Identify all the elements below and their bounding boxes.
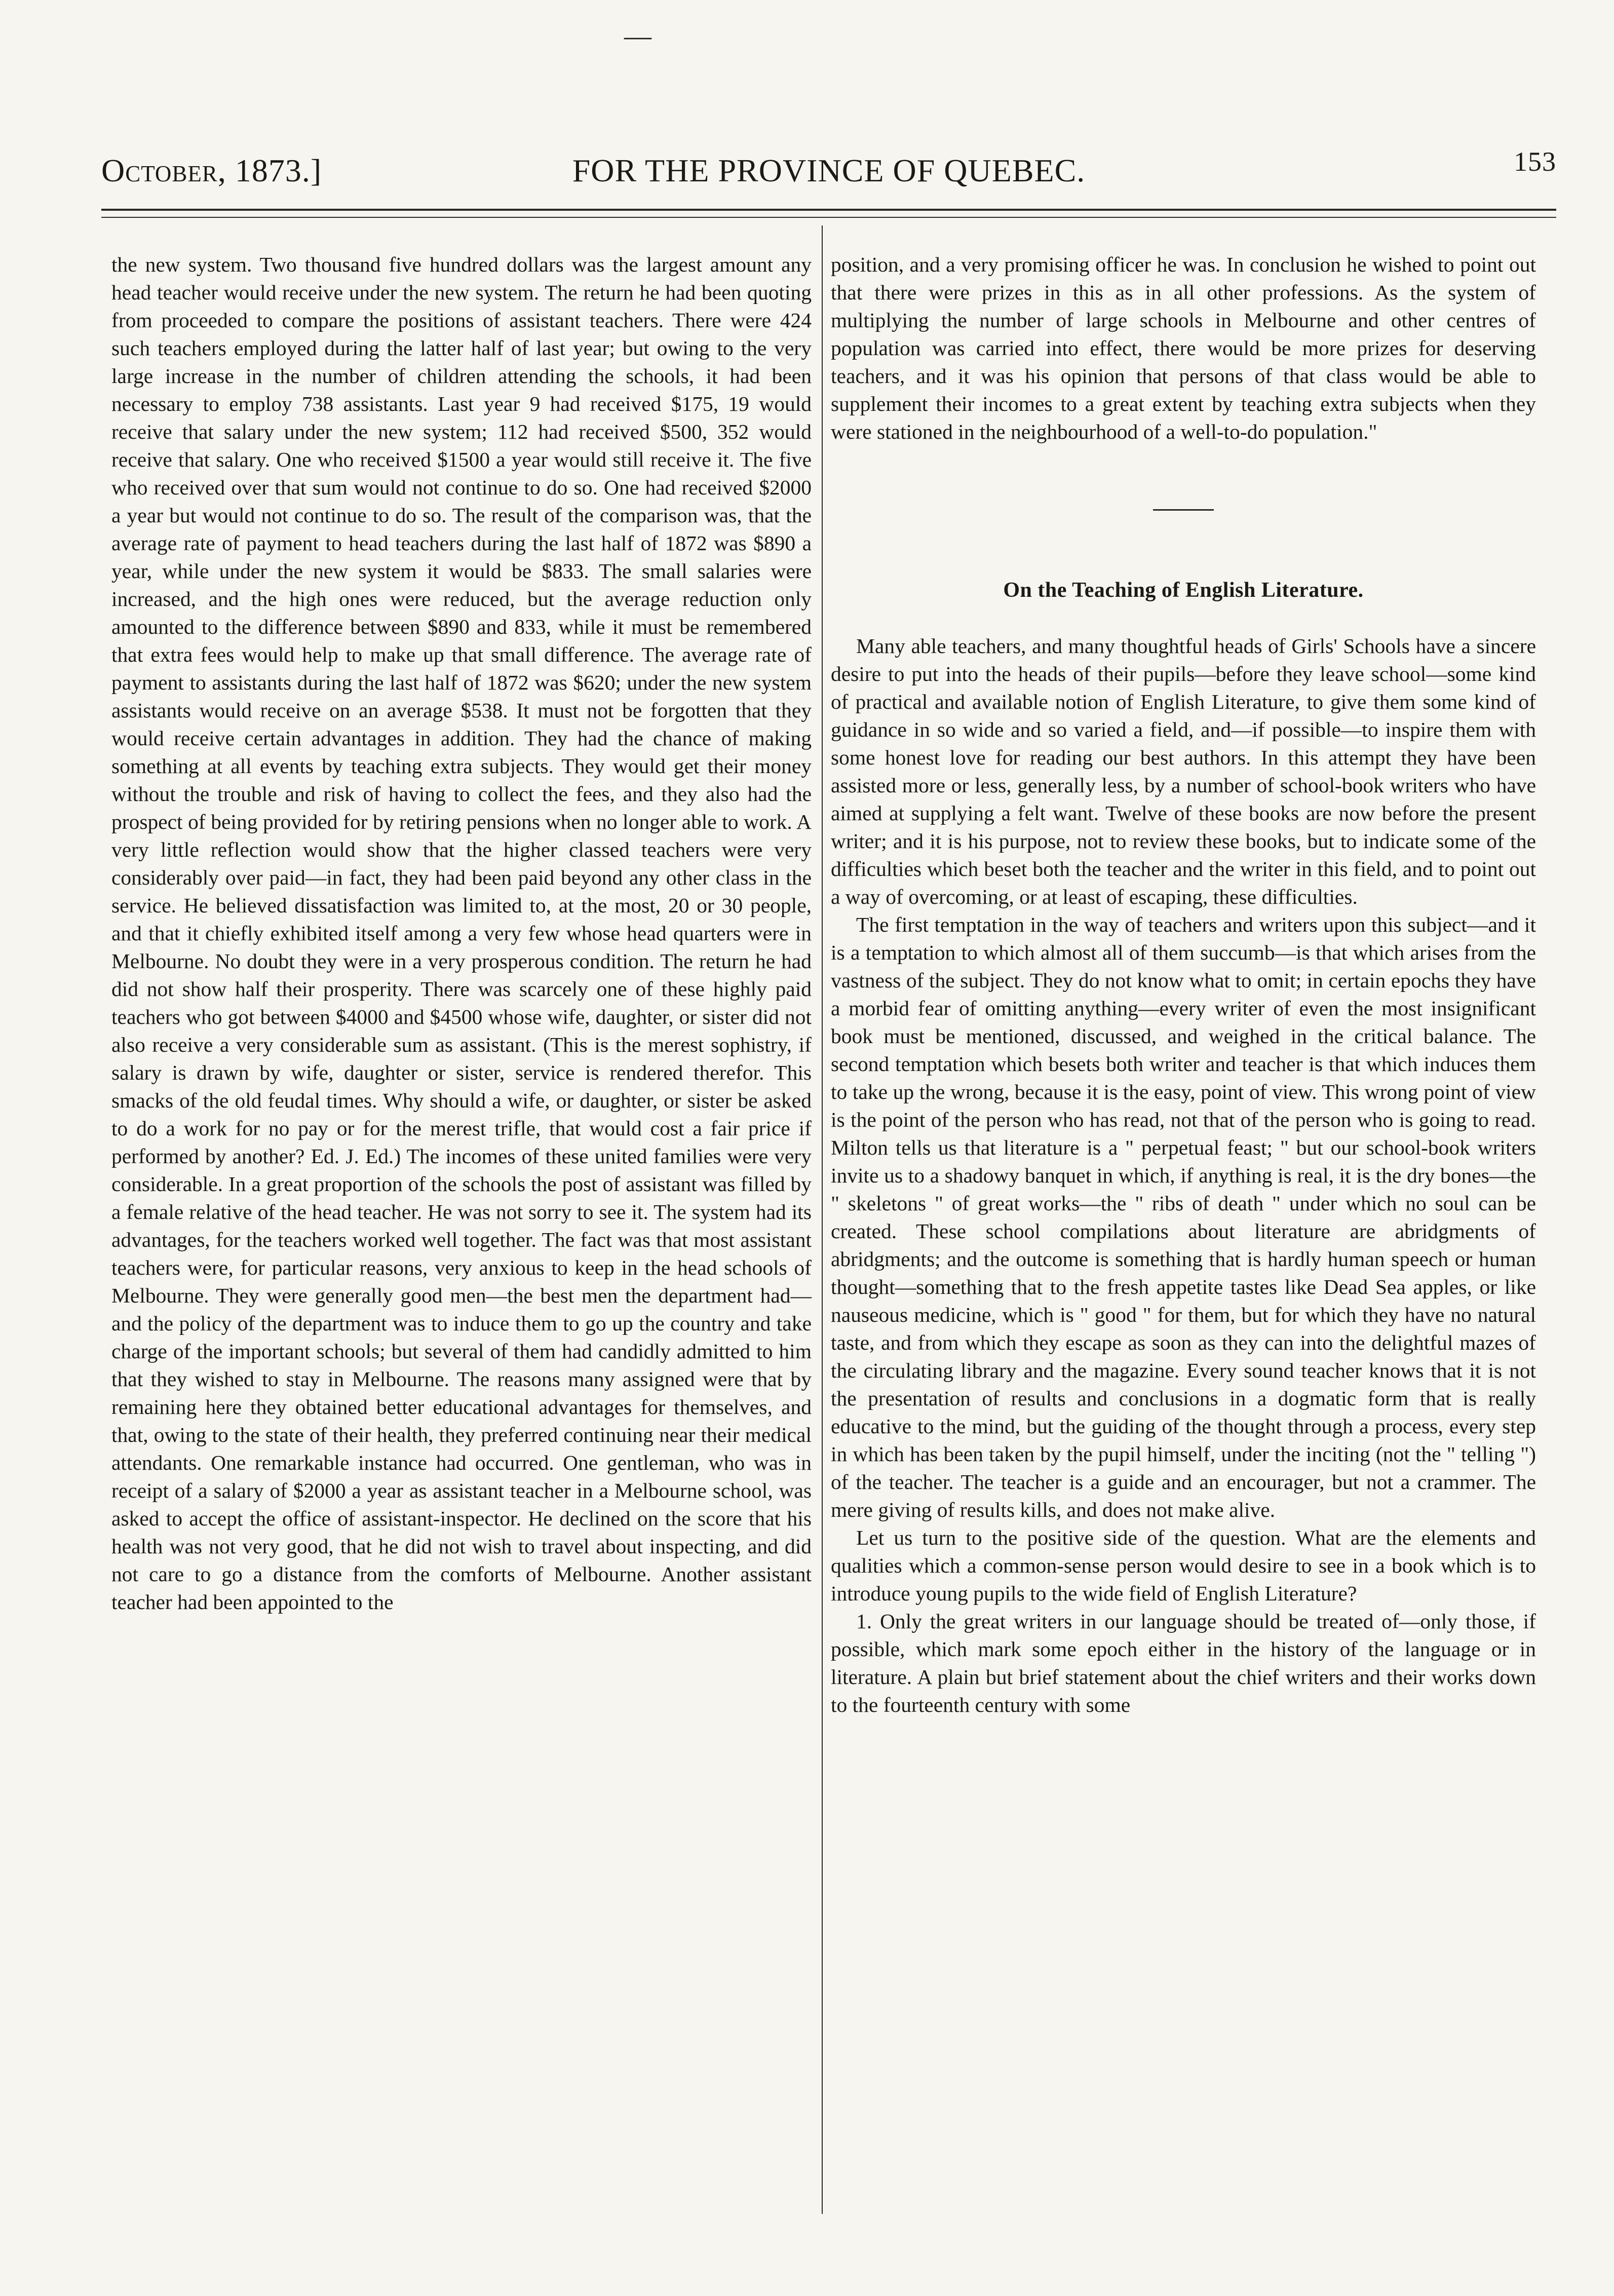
- left-paragraph-1: the new system. Two thousand five hundred dollars was the largest amount any head teacher would receive under the new system. The return he had been quoting from proceeded to compare the positions of assistant teachers. There were 424 such teachers employed during the latter half of last year; but owing to the very large increase in the number of children attending the schools, it had been necessary to employ 738 assistants. Last year 9 had received $175, 19 would receive that salary under the new system; 112 had received $500, 352 would receive that salary. One who received $1500 a year would still receive it. The five who received over that sum would not continue to do so. One had received $2000 a year but would not continue to do so. The result of the comparison was, that the average rate of payment to head teachers during the last half of 1872 was $890 a year, while under the new system it would be $833. The small salaries were increased, and the high ones were reduced, but the average reduction only amounted to the difference between $890 and 833, while it must be remembered that extra fees would help to make up that small difference. The average rate of payment to assistants during the last half of 1872 was $620; under the new system assistants would receive on an average $538. It must not be forgotten that they would receive certain advantages in addition. They had the chance of making something at all events by teaching extra subjects. They would get their money without the trouble and risk of having to collect the fees, and they also had the prospect of being provided for by retiring pensions when no longer able to work. A very little reflection would show that the higher classed teachers were very considerably over paid—in fact, they had been paid beyond any other class in the service. He believed dissatisfaction was limited to, at the most, 20 or 30 people, and that it chiefly exhibited itself among a very few whose head quarters were in Melbourne. No doubt they were in a very prosperous condition. The return he had did not show half their prosperity. There was scarcely one of these highly paid teachers who got between $4000 and $4500 whose wife, daughter, or sister did not also receive a very considerable sum as assistant. (This is the merest sophistry, if salary is drawn by wife, daughter or sister, service is rendered therefor. This smacks of the old feudal times. Why should a wife, or daughter, or sister be asked to do a work for no pay or for the merest trifle, that would cost a fair price if performed by another? Ed. J. Ed.) The incomes of these united families were very considerable. In a great proportion of the schools the post of assistant was filled by a female relative of the head teacher. He was not sorry to see it. The system had its advantages, for the teachers worked well together. The fact was that most assistant teachers were, for particular reasons, very anxious to keep in the head schools of Melbourne. They were generally good men—the best men the department had—and the policy of the department was to induce them to go up the country and take charge of the important schools; but several of them had candidly admitted to him that they wished to stay in Melbourne. The reasons many assigned were that by remaining here they obtained better educational advantages for themselves, and that, owing to the state of their health, they preferred continuing near their medical attendants. One remarkable instance had occurred. One gentleman, who was in receipt of a salary of $2000 a year as assistant teacher in a Melbourne school, was asked to accept the office of assistant-inspector. He declined on the score that his health was not very good, that he did not wish to travel about inspecting, and did not care to go a distance from the comforts of Melbourne. Another assistant teacher had been appointed to the: [111, 253, 812, 1614]
- article-paragraph-2: The first temptation in the way of teachers and writers upon this subject—and it is a temptation to which almost all of them succumb—is that which arises from the vastness of the subject. They do not know what to omit; in certain epochs they have a morbid fear of omitting anything—every writer of even the most insignificant book must be mentioned, discussed, and weighed in the critical balance. The second temptation which besets both writer and teacher is that which induces them to take up the wrong, because it is the easy, point of view. This wrong point of view is the point of the person who has read, not that of the person who is going to read. Milton tells us that literature is a " perpetual feast; " but our school-book writers invite us to a shadowy banquet in which, if anything is real, it is the dry bones—the " skeletons " of great works—the " ribs of death " under which no soul can be created. These school compilations about literature are abridgments of abridgments; and the outcome is something that is hardly human speech or human thought—something that to the fresh appetite tastes like Dead Sea apples, or like nauseous medicine, which is " good " for them, but for which they have no natural taste, and from which they escape as soon as they can into the delightful mazes of the circulating library and the magazine. Every sound teacher knows that it is not the presentation of results and conclusions in a dogmatic form that is really educative to the mind, but the guiding of the thought through a process, every step in which has been taken by the pupil himself, under the inciting (not the " telling ") of the teacher. The teacher is a guide and an encourager, but not a crammer. The mere giving of results kills, and does not make alive.: [831, 913, 1536, 1521]
- issue-date: October, 1873.]: [101, 152, 322, 188]
- running-head: [101, 146, 1556, 198]
- column-divider: [822, 225, 823, 2214]
- header-rule-thin: [101, 217, 1556, 218]
- article-separator: [1153, 509, 1214, 511]
- article-paragraph-1: Many able teachers, and many thoughtful heads of Girls' Schools have a sincere desire to put into the heads of their pupils—before they leave school—some kind of practical and available notion of English Literature, to give them some kind of guidance in so wide and so varied a field, and—if possible—to inspire them with some honest love for reading our best authors. In this attempt they have been assisted more or less, generally less, by a number of school-book writers who have aimed at supplying a felt want. Twelve of these books are now before the present writer; and it is his purpose, not to review these books, but to indicate some of the difficulties which beset both the teacher and the writer in this field, and to point out a way of overcoming, or at least of escaping, these difficulties.: [831, 634, 1536, 908]
- article-paragraph-4: 1. Only the great writers in our language should be treated of—only those, if possible, which mark some epoch either in the history of the language or in literature. A plain but brief statement about the chief writers and their works down to the fourteenth century with some: [831, 1610, 1536, 1716]
- top-mark: —: [624, 21, 651, 51]
- journal-heading: FOR THE PROVINCE OF QUEBEC.: [572, 152, 1086, 188]
- left-column: [111, 251, 812, 1616]
- right-column: [831, 251, 1536, 1719]
- page-number: 153: [1514, 146, 1556, 177]
- continued-paragraph: position, and a very promising officer he was. In conclusion he wished to point out that there were prizes in this as in all other professions. As the system of multiplying the number of large schools in Melbourne and other centres of population was carried into effect, there would be more prizes for deserving teachers, and it was his opinion that persons of that class would be able to supplement their incomes to a great extent by teaching extra subjects when they were stationed in the neighbourhood of a well-to-do population.": [831, 253, 1536, 443]
- article-paragraph-3: Let us turn to the positive side of the question. What are the elements and qualities which a common-sense person would desire to see in a book which is to introduce young pupils to the wide field of English Literature?: [831, 1526, 1536, 1605]
- article-title: On the Teaching of English Literature.: [1003, 579, 1364, 602]
- header-rule: [101, 209, 1556, 211]
